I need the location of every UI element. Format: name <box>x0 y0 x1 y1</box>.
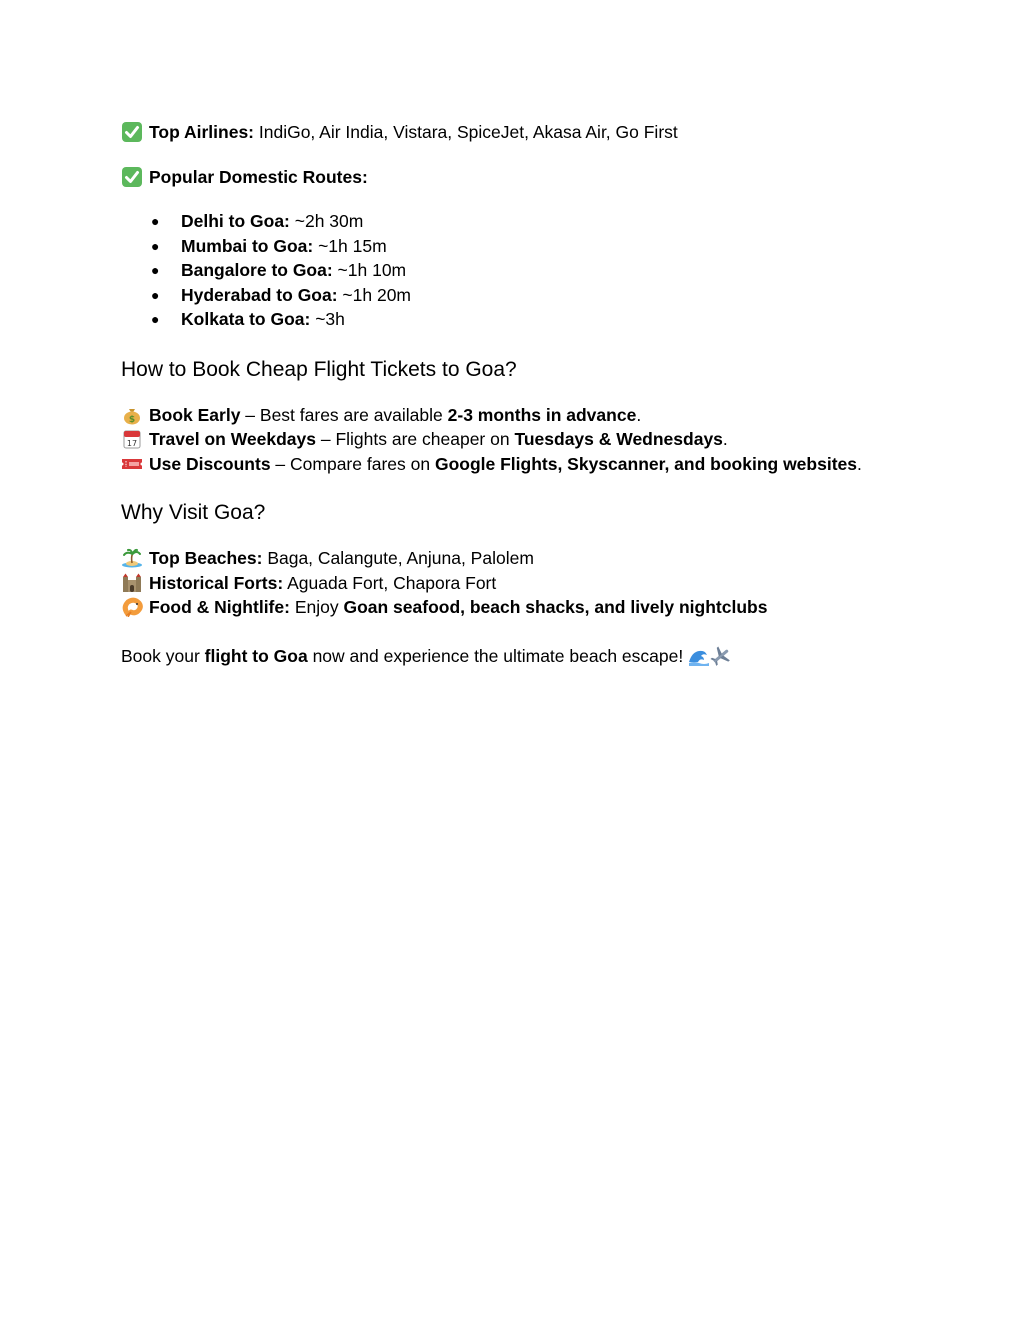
island-icon <box>121 548 143 568</box>
closing-highlight: flight to Goa <box>204 645 308 666</box>
list-item <box>121 209 911 234</box>
tip-highlight: 2-3 months in advance <box>447 404 637 425</box>
tip-title: Use Discounts <box>149 453 271 474</box>
route-name: Mumbai to Goa: <box>181 235 314 256</box>
route-name: Kolkata to Goa: <box>181 309 311 329</box>
route-duration: ~2h 30m <box>289 211 364 231</box>
shrimp-icon <box>121 597 143 617</box>
visit-text: Baga, Calangute, Anjuna, Palolem <box>262 548 534 568</box>
bullet-icon: ● <box>151 311 160 327</box>
popular-routes-line <box>121 165 911 190</box>
list-item <box>121 258 911 283</box>
visit-heading: Why Visit Goa? <box>121 501 266 524</box>
closing-before: Book your <box>121 645 205 666</box>
money-bag-icon <box>121 405 143 425</box>
tip-title: Travel on Weekdays <box>149 429 316 449</box>
list-item <box>121 283 911 308</box>
list-item <box>121 307 911 332</box>
visit-line <box>121 595 911 620</box>
tip-end: . <box>857 453 862 474</box>
visit-line <box>121 571 911 596</box>
visit-title: Historical Forts: <box>149 572 284 593</box>
route-duration: ~1h 20m <box>337 284 412 305</box>
tip-highlight: Tuesdays & Wednesdays <box>514 429 723 449</box>
bullet-icon: ● <box>151 237 160 254</box>
svg-text:$: $ <box>128 414 136 425</box>
top-airlines-label: Top Airlines: <box>149 122 254 142</box>
visit-title: Food & Nightlife: <box>149 597 290 617</box>
svg-text:17: 17 <box>126 439 138 448</box>
bullet-icon: ● <box>151 262 160 278</box>
tip-line <box>121 452 911 477</box>
route-duration: ~3h <box>310 309 345 329</box>
route-name: Delhi to Goa: <box>181 211 290 231</box>
tip-end: . <box>636 404 642 425</box>
visit-line <box>121 546 911 571</box>
route-duration: ~1h 15m <box>313 235 387 256</box>
list-item <box>121 234 911 259</box>
tip-line <box>121 427 911 452</box>
visit-text: Enjoy <box>289 597 344 617</box>
bullet-icon: ● <box>151 213 160 229</box>
closing-after: now and experience the ultimate beach escape! <box>307 645 689 666</box>
closing-line <box>121 644 911 669</box>
tip-end: . <box>722 429 728 449</box>
route-name: Bangalore to Goa: <box>181 260 333 280</box>
tip-line <box>121 403 911 428</box>
top-airlines-value: IndiGo, Air India, Vistara, SpiceJet, Akasa Air, Go First <box>254 122 678 142</box>
tip-highlight: Google Flights, Skyscanner, and booking websites <box>434 453 857 474</box>
castle-icon <box>121 573 143 593</box>
check-mark-icon <box>121 122 143 142</box>
popular-routes-label: Popular Domestic Routes: <box>149 166 368 187</box>
route-duration: ~1h 10m <box>332 260 407 280</box>
wave-icon <box>688 646 710 666</box>
visit-highlight: Goan seafood, beach shacks, and lively nightclubs <box>343 597 768 617</box>
booking-heading: How to Book Cheap Flight Tickets to Goa? <box>121 357 517 381</box>
routes-list <box>121 209 911 332</box>
ticket-icon <box>121 454 143 474</box>
tip-text: – Best fares are available <box>240 404 448 425</box>
calendar-icon <box>121 429 143 449</box>
top-airlines-line <box>121 120 911 145</box>
booking-tips <box>121 403 911 477</box>
visit-title: Top Beaches: <box>149 548 263 568</box>
check-mark-icon <box>121 167 143 187</box>
tip-text: – Compare fares on <box>270 453 435 474</box>
document-body <box>121 120 911 668</box>
tip-title: Book Early <box>149 404 241 425</box>
visit-text: Aguada Fort, Chapora Fort <box>283 572 497 593</box>
airplane-icon <box>710 646 732 666</box>
route-name: Hyderabad to Goa: <box>181 284 338 305</box>
bullet-icon: ● <box>151 286 160 303</box>
tip-text: – Flights are cheaper on <box>316 429 515 449</box>
visit-list <box>121 546 911 620</box>
